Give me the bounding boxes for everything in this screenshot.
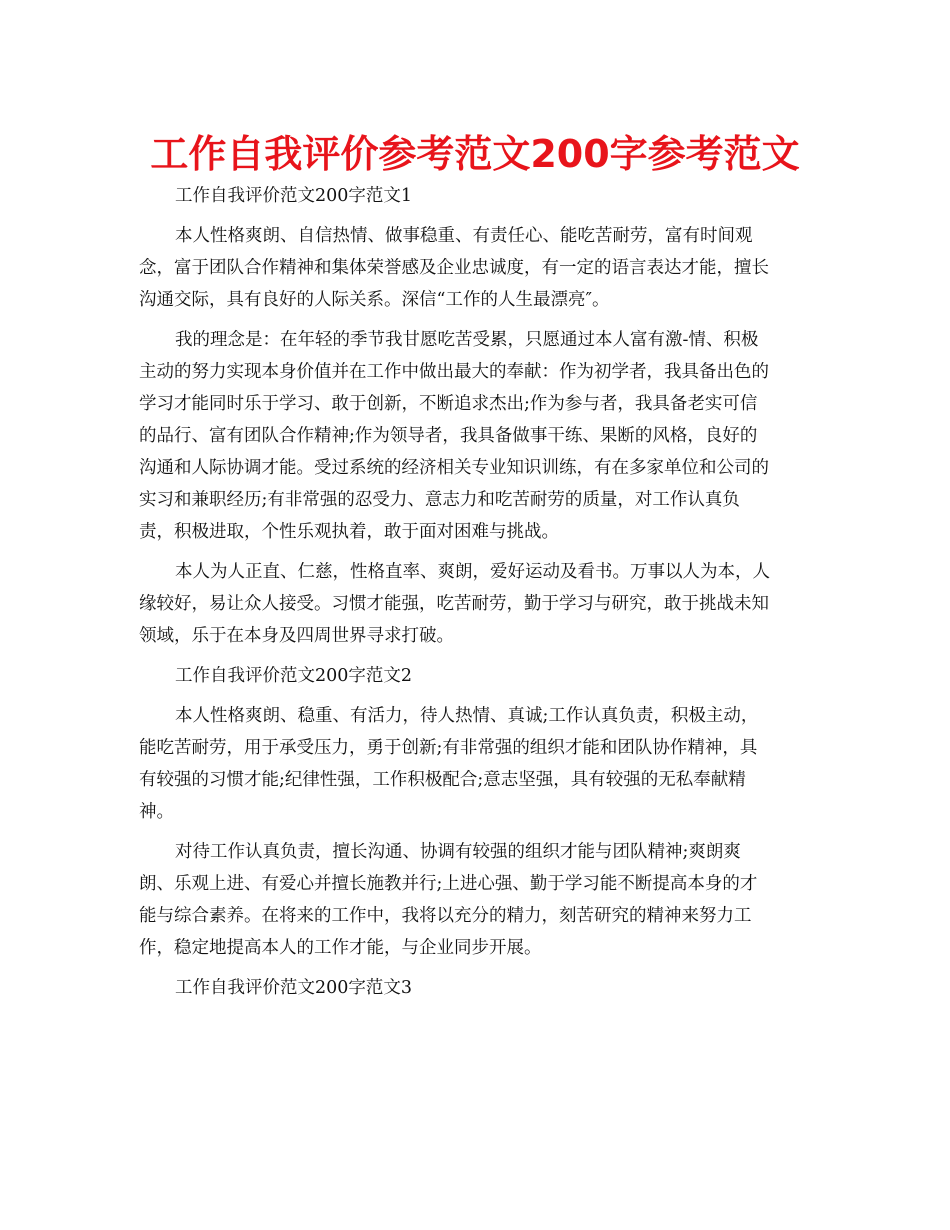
document-title: 工作自我评价参考范文200字参考范文 <box>150 132 800 176</box>
paragraph-line: 能吃苦耐劳，用于承受压力，勇于创新;有非常强的组织才能和团队协作精神，具 <box>139 738 758 758</box>
section-heading-3: 工作自我评价范文200字范文3 <box>175 978 413 998</box>
paragraph-line: 沟通和人际协调才能。受过系统的经济相关专业知识训练，有在多家单位和公司的 <box>139 458 769 478</box>
paragraph-line: 领域，乐于在本身及四周世界寻求打破。 <box>139 626 454 646</box>
section-heading-2: 工作自我评价范文200字范文2 <box>175 666 413 686</box>
paragraph-line: 能与综合素养。在将来的工作中，我将以充分的精力，刻苦研究的精神来努力工 <box>139 906 752 926</box>
paragraph-line: 的品行、富有团队合作精神;作为领导者，我具备做事干练、果断的风格，良好的 <box>139 426 758 446</box>
document-body <box>139 180 815 1004</box>
paragraph-line: 实习和兼职经历;有非常强的忍受力、意志力和吃苦耐劳的质量，对工作认真负 <box>139 490 740 510</box>
paragraph-line: 有较强的习惯才能;纪律性强，工作积极配合;意志坚强，具有较强的无私奉献精 <box>139 770 746 790</box>
paragraph-line: 责，积极进取，个性乐观执着，敢于面对困难与挑战。 <box>139 522 559 542</box>
paragraph-line: 本人为人正直、仁慈，性格直率、爽朗，爱好运动及看书。万事以人为本，人 <box>175 562 770 582</box>
paragraph-line: 神。 <box>139 802 174 822</box>
paragraph-line: 主动的努力实现本身价值并在工作中做出最大的奉献：作为初学者，我具备出色的 <box>139 362 769 382</box>
paragraph-line: 对待工作认真负责，擅长沟通、协调有较强的组织才能与团队精神;爽朗爽 <box>175 842 741 862</box>
paragraph-line: 本人性格爽朗、稳重、有活力，待人热情、真诚;工作认真负责，积极主动， <box>175 706 759 726</box>
paragraph-line: 本人性格爽朗、自信热情、做事稳重、有责任心、能吃苦耐劳，富有时间观 <box>175 226 753 246</box>
paragraph-line: 学习才能同时乐于学习、敢于创新，不断追求杰出;作为参与者，我具备老实可信 <box>139 394 758 414</box>
paragraph-line: 沟通交际，具有良好的人际关系。深信“工作的人生最漂亮″。 <box>139 290 610 310</box>
paragraph-line: 缘较好，易让众人接受。习惯才能强，吃苦耐劳，勤于学习与研究，敢于挑战未知 <box>139 594 769 614</box>
section-heading-1: 工作自我评价范文200字范文1 <box>175 186 413 206</box>
paragraph-line: 朗、乐观上进、有爱心并擅长施教并行;上进心强、勤于学习能不断提高本身的才 <box>139 874 758 894</box>
paragraph-line: 作，稳定地提高本人的工作才能，与企业同步开展。 <box>139 938 542 958</box>
paragraph-line: 念，富于团队合作精神和集体荣誉感及企业忠诚度，有一定的语言表达才能，擅长 <box>139 258 769 278</box>
paragraph-line: 我的理念是：在年轻的季节我甘愿吃苦受累，只愿通过本人富有激-情、积极 <box>175 330 759 350</box>
